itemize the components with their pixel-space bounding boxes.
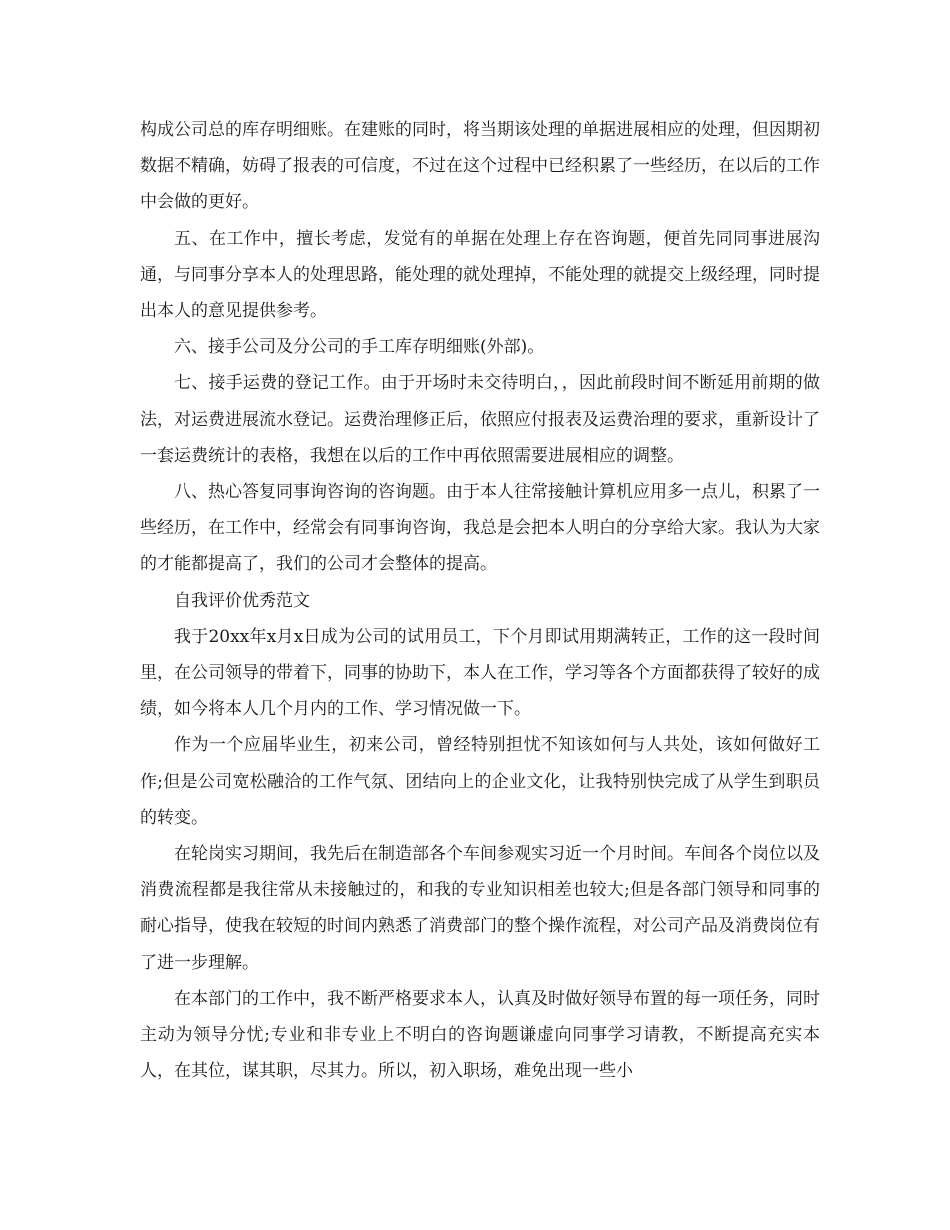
paragraph-10: 在本部门的工作中，我不断严格要求本人，认真及时做好领导布置的每一项任务，同时主动为领导分忧;专业和非专业上不明白的咨询题谦虚向同事学习请教，不断提高充实本人，在其位，谋其职，尽其力。所以，初入职场，难免出现一些小 [140,988,820,1082]
paragraph-1: 构成公司总的库存明细账。在建账的同时，将当期该处理的单据进展相应的处理，但因期初数据不精确，妨碍了报表的可信度，不过在这个过程中已经积累了一些经历，在以后的工作中会做的更好。 [140,120,820,213]
paragraph-2: 五、在工作中，擅长考虑，发觉有的单据在处理上存在咨询题，便首先同同事进展沟通，与同事分享本人的处理思路，能处理的就处理掉，不能处理的就提交上级经理，同时提出本人的意见提供参考。 [140,228,820,322]
document-body [140,112,820,1089]
paragraph-8: 作为一个应届毕业生，初来公司，曾经特别担忧不知该如何与人共处，该如何做好工作;但是公司宽松融洽的工作气氛、团结向上的企业文化，让我特别快完成了从学生到职员的转变。 [140,735,820,828]
section-heading: 自我评价优秀范文 [174,590,310,611]
paragraph-7: 我于20xx年x月x日成为公司的试用员工，下个月即试用期满转正，工作的这一段时间里，在公司领导的带着下，同事的协助下，本人在工作，学习等各个方面都获得了较好的成绩，如今将本人几个月内的工作、学习情况做一下。 [140,626,820,720]
paragraph-4: 七、接手运费的登记工作。由于开场时未交待明白，，因此前段时间不断延用前期的做法，对运费进展流水登记。运费治理修正后，依照应付报表及运费治理的要求，重新设计了一套运费统计的表格，我想在以后的工作中再依照需要进展相应的调整。 [140,373,820,466]
paragraph-3: 六、接手公司及分公司的手工库存明细账(外部)。 [174,337,545,358]
paragraph-9: 在轮岗实习期间，我先后在制造部各个车间参观实习近一个月时间。车间各个岗位以及消费流程都是我往常从未接触过的，和我的专业知识相差也较大;但是各部门领导和同事的耐心指导，使我在较短的时间内熟悉了消费部门的整个操作流程，对公司产品及消费岗位有了进一步理解。 [140,844,820,973]
paragraph-5: 八、热心答复同事询咨询的咨询题。由于本人往常接触计算机应用多一点儿，积累了一些经历，在工作中，经常会有同事询咨询，我总是会把本人明白的分享给大家。我认为大家的才能都提高了，我们的公司才会整体的提高。 [140,482,820,575]
